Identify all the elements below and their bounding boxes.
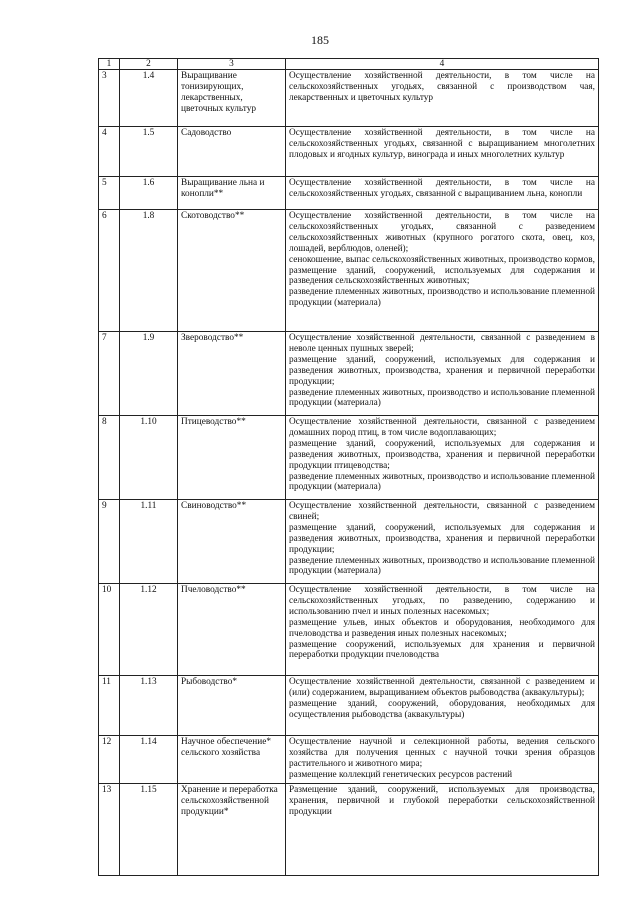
description-paragraph: сенокошение, выпас сельскохозяйственных животных, производство кормов, размещение зданий, сооружений, используемых для содержания и разведения сельскохозяйственных животных; bbox=[289, 254, 595, 287]
page-number: 185 bbox=[311, 33, 329, 47]
description-paragraph: Размещение зданий, сооружений, используемых для производства, хранения, первичной и глубокой переработки сельскохозяйственной продукции bbox=[289, 785, 595, 817]
description-paragraph: разведение племенных животных, производство и использование племенной продукции (материала) bbox=[289, 555, 595, 577]
use-type-name-cell: Выращивание тонизирующих, лекарственных, цветочных культур bbox=[178, 70, 286, 127]
description-paragraph: размещение зданий, сооружений, оборудования, необходимых для осуществления рыбоводства (аквакультуры) bbox=[289, 698, 595, 720]
description-paragraph: Осуществление хозяйственной деятельности, в том числе на сельскохозяйственных угодьях, по разведению, содержанию и использованию пчел и иных полезных насекомых; bbox=[289, 585, 595, 617]
table-row bbox=[99, 332, 599, 416]
description-paragraph: размещение зданий, сооружений, используемых для содержания и разведения животных, производства, хранения и первичной переработки продукции птицеводства; bbox=[289, 438, 595, 471]
row-number-cell: 10 bbox=[99, 584, 120, 676]
use-type-name-cell: Садоводство bbox=[178, 127, 286, 177]
code-cell: 1.10 bbox=[120, 416, 178, 500]
code-cell: 1.13 bbox=[120, 676, 178, 736]
table-row bbox=[99, 127, 599, 177]
description-paragraph: размещение зданий, сооружений, используемых для содержания и разведения животных, производства, хранения и первичной переработки продукции; bbox=[289, 354, 595, 387]
table-row bbox=[99, 736, 599, 784]
description-paragraph: Осуществление хозяйственной деятельности, в том числе на сельскохозяйственных угодьях, связанной с производством чая, лекарственных и цветочных культур bbox=[289, 71, 595, 103]
use-type-name-cell: Свиноводство** bbox=[178, 500, 286, 584]
use-type-name-cell: Научное обеспечение* сельского хозяйства bbox=[178, 736, 286, 784]
description-paragraph: разведение племенных животных, производство и использование племенной продукции (материала) bbox=[289, 471, 595, 493]
code-cell: 1.14 bbox=[120, 736, 178, 784]
code-cell: 1.12 bbox=[120, 584, 178, 676]
column-header: 4 bbox=[286, 59, 599, 70]
description-cell bbox=[286, 416, 599, 500]
row-number-cell: 12 bbox=[99, 736, 120, 784]
row-number-cell: 3 bbox=[99, 70, 120, 127]
table-row bbox=[99, 210, 599, 332]
code-cell: 1.15 bbox=[120, 784, 178, 876]
row-number-cell: 9 bbox=[99, 500, 120, 584]
table-row bbox=[99, 676, 599, 736]
row-number-cell: 7 bbox=[99, 332, 120, 416]
row-number-cell: 4 bbox=[99, 127, 120, 177]
use-type-name-cell: Пчеловодство** bbox=[178, 584, 286, 676]
description-cell bbox=[286, 332, 599, 416]
description-paragraph: Осуществление хозяйственной деятельности, связанной с разведением и (или) содержанием, выращиванием объектов рыбоводства (аквакультуры); bbox=[289, 677, 595, 698]
description-cell bbox=[286, 177, 599, 210]
use-type-name-cell: Птицеводство** bbox=[178, 416, 286, 500]
code-cell: 1.8 bbox=[120, 210, 178, 332]
description-cell bbox=[286, 127, 599, 177]
use-type-name-cell: Выращивание льна и конопли** bbox=[178, 177, 286, 210]
table-row bbox=[99, 70, 599, 127]
description-cell bbox=[286, 210, 599, 332]
use-type-name-cell: Хранение и переработка сельскохозяйственной продукции* bbox=[178, 784, 286, 876]
description-paragraph: Осуществление хозяйственной деятельности, в том числе на сельскохозяйственных угодьях, связанной с выращиванием льна, конопли bbox=[289, 178, 595, 199]
code-cell: 1.4 bbox=[120, 70, 178, 127]
table-row bbox=[99, 584, 599, 676]
description-cell bbox=[286, 500, 599, 584]
land-use-table bbox=[98, 58, 599, 876]
description-paragraph: Осуществление научной и селекционной работы, ведения сельского хозяйства для получения ценных с научной точки зрения образцов растительного и животного мира; bbox=[289, 737, 595, 769]
description-paragraph: Осуществление хозяйственной деятельности, связанной с разведением свиней; bbox=[289, 501, 595, 522]
code-cell: 1.11 bbox=[120, 500, 178, 584]
table-header-row bbox=[99, 59, 599, 70]
row-number-cell: 13 bbox=[99, 784, 120, 876]
description-paragraph: размещение сооружений, используемых для хранения и первичной переработки продукции пчеловодства bbox=[289, 639, 595, 661]
description-paragraph: Осуществление хозяйственной деятельности, в том числе на сельскохозяйственных угодьях, связанной с разведением сельскохозяйственных животных (крупного рогатого скота, овец, коз, лошадей, верблюдов, оленей); bbox=[289, 211, 595, 254]
code-cell: 1.5 bbox=[120, 127, 178, 177]
description-paragraph: Осуществление хозяйственной деятельности, связанной с разведением домашних пород птиц, в том числе водоплавающих; bbox=[289, 417, 595, 438]
column-header: 1 bbox=[99, 59, 120, 70]
description-paragraph: разведение племенных животных, производство и использование племенной продукции (материала) bbox=[289, 387, 595, 409]
description-cell bbox=[286, 70, 599, 127]
description-paragraph: Осуществление хозяйственной деятельности, связанной с разведением в неволе ценных пушных зверей; bbox=[289, 333, 595, 354]
table-row bbox=[99, 500, 599, 584]
description-cell bbox=[286, 676, 599, 736]
table-row bbox=[99, 177, 599, 210]
column-header: 2 bbox=[120, 59, 178, 70]
description-paragraph: размещение зданий, сооружений, используемых для содержания и разведения животных, производства, хранения и первичной переработки продукции; bbox=[289, 522, 595, 555]
description-cell bbox=[286, 584, 599, 676]
description-cell bbox=[286, 736, 599, 784]
description-paragraph: размещение ульев, иных объектов и оборудования, необходимого для пчеловодства и разведения иных полезных насекомых; bbox=[289, 617, 595, 639]
description-cell bbox=[286, 784, 599, 876]
code-cell: 1.9 bbox=[120, 332, 178, 416]
code-cell: 1.6 bbox=[120, 177, 178, 210]
use-type-name-cell: Скотоводство** bbox=[178, 210, 286, 332]
table-row bbox=[99, 416, 599, 500]
row-number-cell: 6 bbox=[99, 210, 120, 332]
use-type-name-cell: Рыбоводство* bbox=[178, 676, 286, 736]
use-type-name-cell: Звероводство** bbox=[178, 332, 286, 416]
description-paragraph: разведение племенных животных, производство и использование племенной продукции (материала) bbox=[289, 287, 595, 309]
description-paragraph: Осуществление хозяйственной деятельности, в том числе на сельскохозяйственных угодьях, связанной с выращиванием многолетних плодовых и ягодных культур, винограда и иных многолетних культур bbox=[289, 128, 595, 160]
description-paragraph: размещение коллекций генетических ресурсов растений bbox=[289, 769, 513, 780]
row-number-cell: 11 bbox=[99, 676, 120, 736]
column-header: 3 bbox=[178, 59, 286, 70]
row-number-cell: 5 bbox=[99, 177, 120, 210]
row-number-cell: 8 bbox=[99, 416, 120, 500]
table-row bbox=[99, 784, 599, 876]
